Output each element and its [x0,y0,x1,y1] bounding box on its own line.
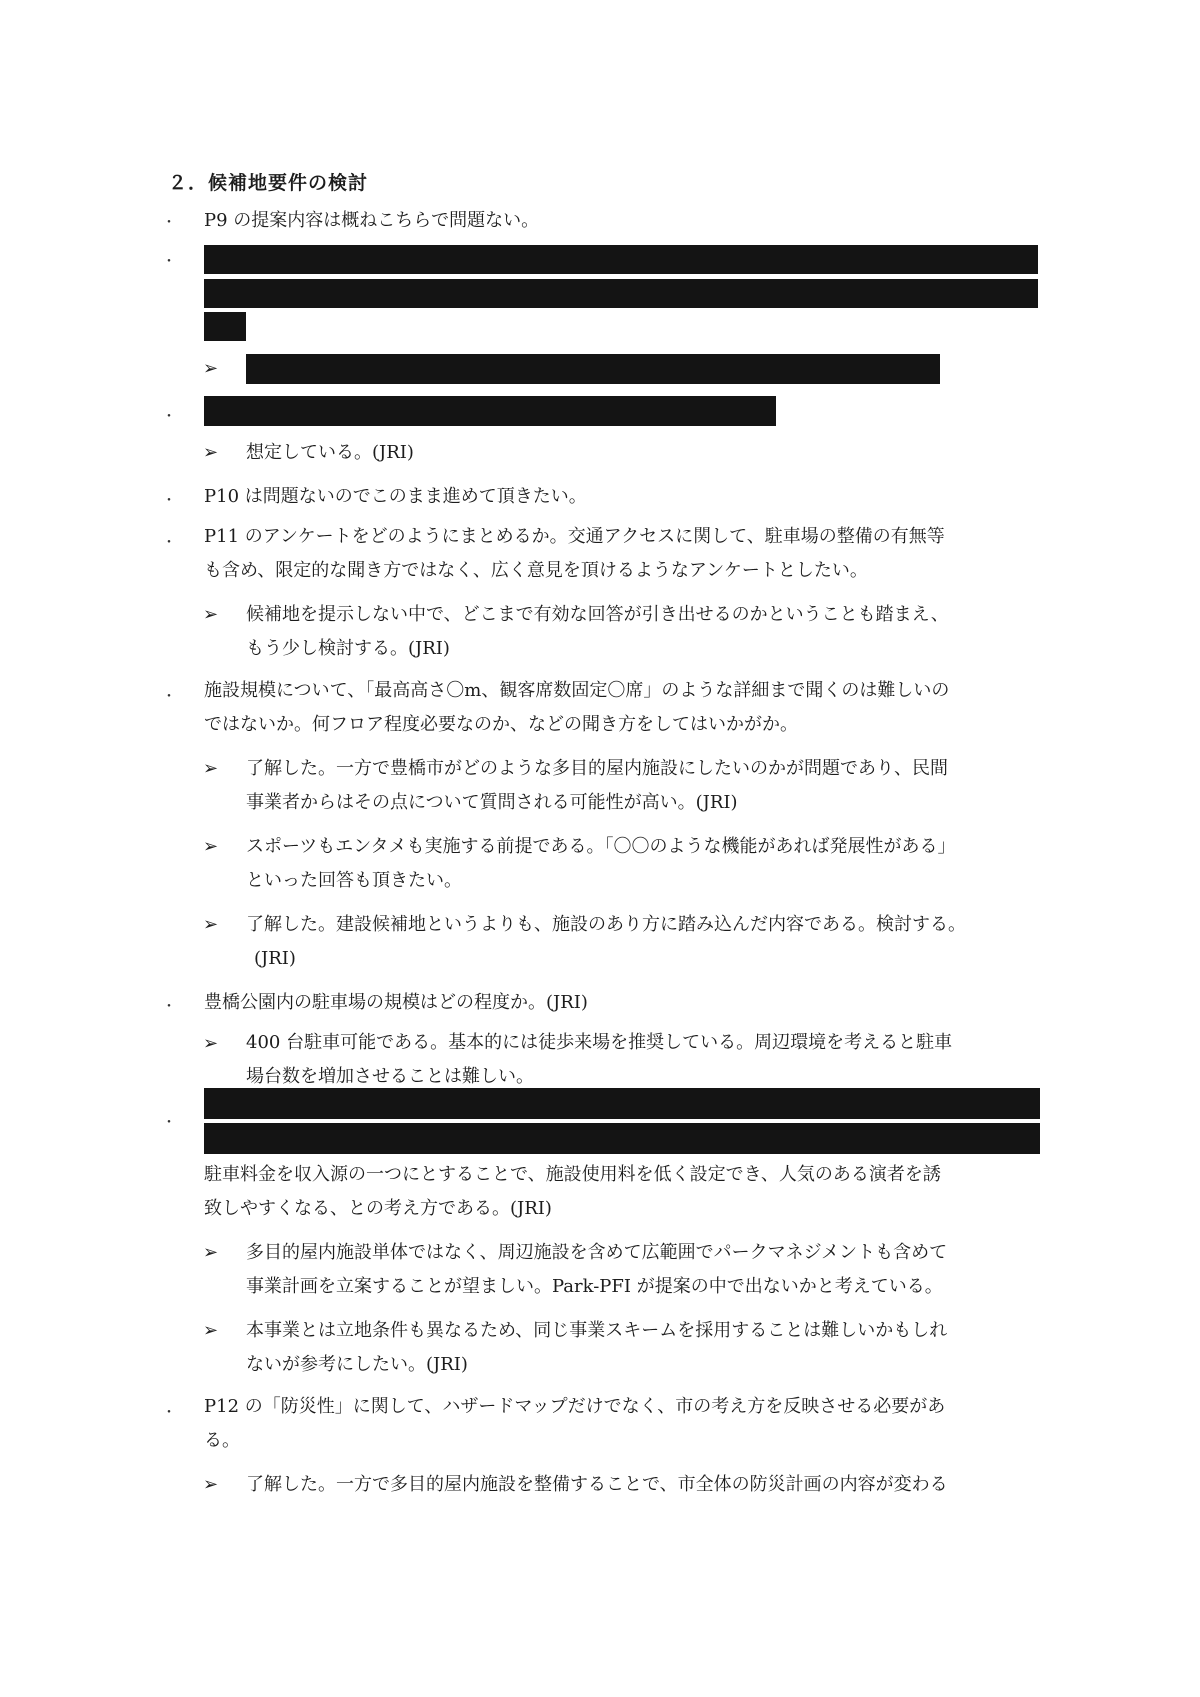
bullet-marker: ・ [162,493,176,509]
answer-text: 想定している。(JRI) [246,442,414,463]
answer-text: といった回答も頂きたい。 [246,870,462,891]
section-heading: ２．候補地要件の検討 [168,172,369,194]
bullet-marker: ・ [162,689,176,705]
bullet-marker: ・ [162,1115,176,1131]
arrow-marker: ➢ [203,758,219,779]
arrow-marker: ➢ [203,836,219,857]
answer-text: 本事業とは立地条件も異なるため、同じ事業スキームを採用することは難しいかもしれ [246,1320,948,1341]
arrow-marker: ➢ [203,604,219,625]
arrow-marker: ➢ [203,1242,219,1263]
bullet-text: P10 は問題ないのでこのまま進めて頂きたい。 [204,486,587,507]
bullet-text: P11 のアンケートをどのようにまとめるか。交通アクセスに関して、駐車場の整備の有無等 [204,526,945,547]
answer-text: 場台数を増加させることは難しい。 [246,1066,534,1087]
bullet-text: ではないか。何フロア程度必要なのか、などの聞き方をしてはいかがか。 [204,714,798,735]
bullet-marker: ・ [162,999,176,1015]
bullet-marker: ・ [162,215,176,231]
answer-text: 了解した。一方で多目的屋内施設を整備することで、市全体の防災計画の内容が変わる [246,1474,948,1495]
answer-text: ないが参考にしたい。(JRI) [246,1354,468,1375]
redaction-bar [204,279,1038,308]
bullet-text: 駐車料金を収入源の一つにとすることで、施設使用料を低く設定でき、人気のある演者を誘 [204,1164,941,1185]
bullet-marker: ・ [162,1405,176,1421]
answer-text: 多目的屋内施設単体ではなく、周辺施設を含めて広範囲でパークマネジメントも含めて [246,1242,948,1263]
arrow-marker: ➢ [203,1474,219,1495]
arrow-marker: ➢ [203,914,219,935]
bullet-text: 豊橋公園内の駐車場の規模はどの程度か。(JRI) [204,992,588,1013]
answer-text: 400 台駐車可能である。基本的には徒歩来場を推奨している。周辺環境を考えると駐車 [246,1032,953,1053]
bullet-text: る。 [204,1430,240,1451]
redaction-bar [204,245,1038,274]
answer-text: 候補地を提示しない中で、どこまで有効な回答が引き出せるのかということも踏まえ、 [246,604,949,625]
answer-text: 事業計画を立案することが望ましい。Park-PFI が提案の中で出ないかと考えている。 [246,1276,943,1297]
answer-text: 了解した。建設候補地というよりも、施設のあり方に踏み込んだ内容である。検討する。 [246,914,966,935]
answer-text: 了解した。一方で豊橋市がどのような多目的屋内施設にしたいのかが問題であり、民間 [246,758,948,779]
redaction-bar [204,1123,1040,1154]
arrow-marker: ➢ [203,358,219,379]
answer-text: スポーツもエンタメも実施する前提である。「〇〇のような機能があれば発展性がある」 [246,836,956,857]
bullet-text: 致しやすくなる、との考え方である。(JRI) [204,1198,552,1219]
answer-text: 事業者からはその点について質問される可能性が高い。(JRI) [246,792,738,813]
redaction-bar [204,1088,1040,1119]
bullet-text: も含め、限定的な聞き方ではなく、広く意見を頂けるようなアンケートとしたい。 [204,560,868,581]
bullet-text: 施設規模について、「最高高さ〇m、観客席数固定〇席」のような詳細まで聞くのは難しいの [204,680,950,701]
answer-text: (JRI) [254,948,296,969]
bullet-marker: ・ [162,254,176,270]
redaction-bar [204,396,776,426]
answer-text: もう少し検討する。(JRI) [246,638,450,659]
bullet-text: P12 の「防災性」に関して、ハザードマップだけでなく、市の考え方を反映させる必要があ [204,1396,946,1417]
bullet-text: P9 の提案内容は概ねこちらで問題ない。 [204,210,540,231]
arrow-marker: ➢ [203,442,219,463]
bullet-marker: ・ [162,409,176,425]
arrow-marker: ➢ [203,1320,219,1341]
redaction-bar [204,312,246,341]
redaction-bar [246,354,940,384]
bullet-marker: ・ [162,535,176,551]
arrow-marker: ➢ [203,1033,219,1054]
